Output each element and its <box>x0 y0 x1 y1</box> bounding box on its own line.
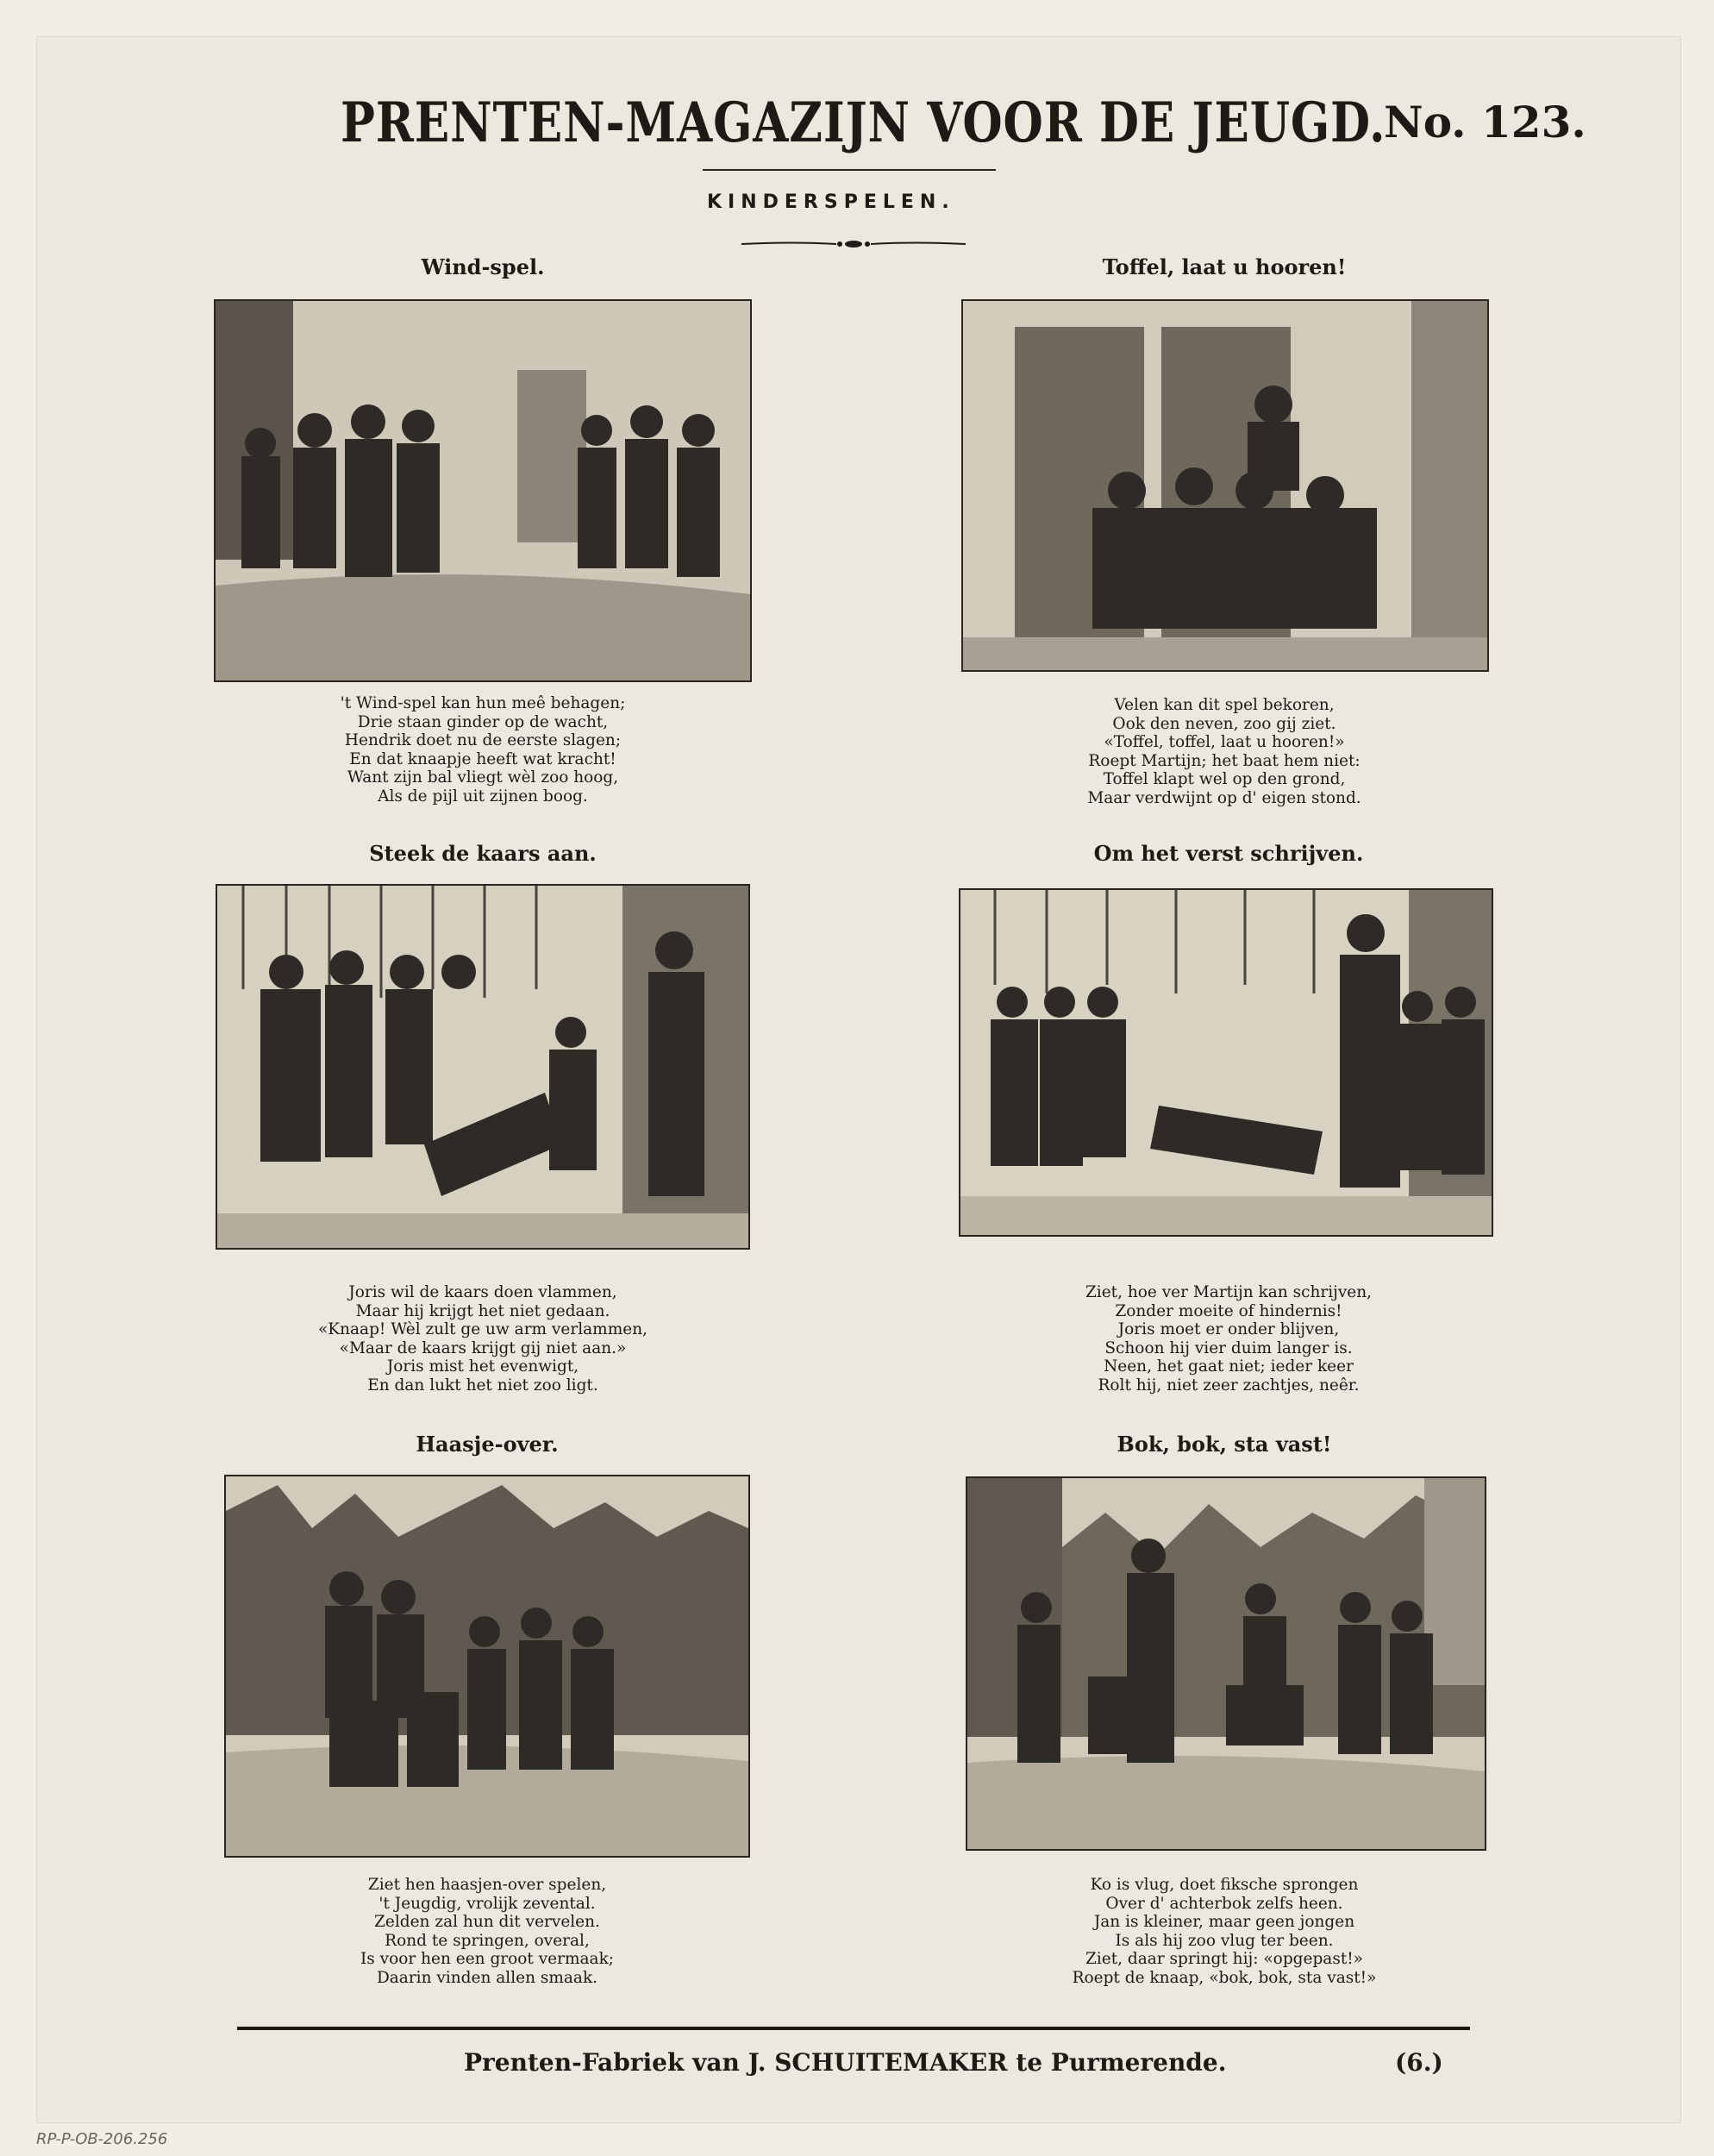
verse <box>207 694 759 805</box>
verse-line: Over d' achterbok zelfs heen. <box>1105 1894 1343 1913</box>
verse <box>957 1876 1492 1987</box>
verse-line: Ook den neven, zoo gij ziet. <box>1112 714 1336 733</box>
footer-rule <box>237 2027 1470 2030</box>
panel-haasje-over <box>220 1432 754 2001</box>
verse-line: Maar verdwijnt op d' eigen stond. <box>1087 788 1361 807</box>
panel-title: Om het verst schrijven. <box>1093 841 1364 866</box>
publisher-imprint: Prenten-Fabriek van J. SCHUITEMAKER te Purmerende. <box>464 2048 1227 2077</box>
verse-line: Zonder moeite of hindernis! <box>1115 1301 1342 1320</box>
page-title: PRENTEN-MAGAZIJN VOOR DE JEUGD. <box>341 91 1386 155</box>
title-rule <box>703 169 996 171</box>
archive-inventory-mark: RP-P-OB-206.256 <box>36 2130 168 2148</box>
verse-line: Neen, het gaat niet; ieder keer <box>1104 1357 1354 1376</box>
sheet-number: (6.) <box>1395 2048 1443 2077</box>
verse-line: Hendrik doet nu de eerste slagen; <box>344 731 622 749</box>
verse-line: «Maar de kaars krijgt gij niet aan.» <box>339 1338 627 1357</box>
panel-wind-spel <box>207 254 759 806</box>
verse-line: Zelden zal hun dit vervelen. <box>374 1913 600 1931</box>
verse-line: Jan is kleiner, maar geen jongen <box>1093 1913 1355 1931</box>
subtitle: KINDERSPELEN. <box>707 191 955 213</box>
verse-line: Want zijn bal vliegt wèl zoo hoog, <box>347 768 619 787</box>
engraving-toffel <box>961 299 1489 672</box>
verse-line: Is als hij zoo vlug ter been. <box>1115 1931 1334 1950</box>
verse-line: Rond te springen, overal, <box>385 1931 590 1950</box>
verse-line: En dan lukt het niet zoo ligt. <box>367 1376 598 1395</box>
verse-line: Rolt hij, niet zeer zachtjes, neêr. <box>1098 1376 1360 1395</box>
verse-line: 't Wind-spel kan hun meê behagen; <box>340 694 626 712</box>
verse-line: 't Jeugdig, vrolijk zevental. <box>378 1894 596 1913</box>
issue-number: No. 123. <box>1384 97 1586 147</box>
engraving-steek-de-kaars <box>216 884 750 1250</box>
panel-verst-schrijven <box>957 841 1500 1401</box>
verse-line: Joris wil de kaars doen vlammen, <box>348 1283 617 1301</box>
engraving-haasje-over <box>224 1475 750 1858</box>
verse <box>957 1283 1500 1395</box>
panel-title: Bok, bok, sta vast! <box>1117 1432 1332 1457</box>
verse-line: Als de pijl uit zijnen boog. <box>378 787 588 805</box>
panel-title: Toffel, laat u hooren! <box>1102 254 1347 279</box>
verse-line: Velen kan dit spel bekoren, <box>1114 696 1335 714</box>
verse-line: En dat knaapje heeft wat kracht! <box>349 749 616 768</box>
verse-line: Schoon hij vier duim langer is. <box>1104 1338 1353 1357</box>
verse-line: Joris moet er onder blijven, <box>1117 1320 1340 1338</box>
verse-line: Ziet hen haasjen-over spelen, <box>367 1876 607 1894</box>
panel-title: Haasje-over. <box>416 1432 559 1457</box>
engraving-wind-spel <box>214 299 752 682</box>
verse-line: Ziet, hoe ver Martijn kan schrijven, <box>1085 1283 1373 1301</box>
verse-line: «Knaap! Wèl zult ge uw arm verlammen, <box>317 1320 648 1338</box>
ornament-flourish <box>741 237 966 251</box>
verse-line: Daarin vinden allen smaak. <box>376 1968 598 1987</box>
verse-line: Ziet, daar springt hij: «opgepast!» <box>1085 1950 1364 1968</box>
panel-title: Steek de kaars aan. <box>369 841 597 866</box>
engraving-bok-bok <box>966 1476 1486 1851</box>
verse-line: Toffel klapt wel op den grond, <box>1103 770 1346 788</box>
verse-line: Joris mist het evenwigt, <box>386 1357 579 1376</box>
verse-line: Maar hij krijgt het niet gedaan. <box>355 1301 610 1320</box>
panel-toffel <box>957 254 1492 806</box>
panel-title: Wind-spel. <box>421 254 545 279</box>
panel-steek-de-kaars <box>207 841 759 1401</box>
verse-line: Drie staan ginder op de wacht, <box>357 712 609 731</box>
verse-line: «Toffel, toffel, laat u hooren!» <box>1104 733 1345 751</box>
verse-line: Is voor hen een groot vermaak; <box>360 1950 615 1968</box>
verse-line: Roept de knaap, «bok, bok, sta vast!» <box>1072 1968 1377 1987</box>
engraving-verst-schrijven <box>959 888 1493 1237</box>
verse-line: Roept Martijn; het baat hem niet: <box>1088 751 1361 770</box>
verse-line: Ko is vlug, doet fiksche sprongen <box>1090 1876 1359 1894</box>
verse <box>207 1283 759 1395</box>
panel-bok-bok <box>957 1432 1492 2001</box>
verse <box>957 696 1492 807</box>
verse <box>220 1876 754 1987</box>
